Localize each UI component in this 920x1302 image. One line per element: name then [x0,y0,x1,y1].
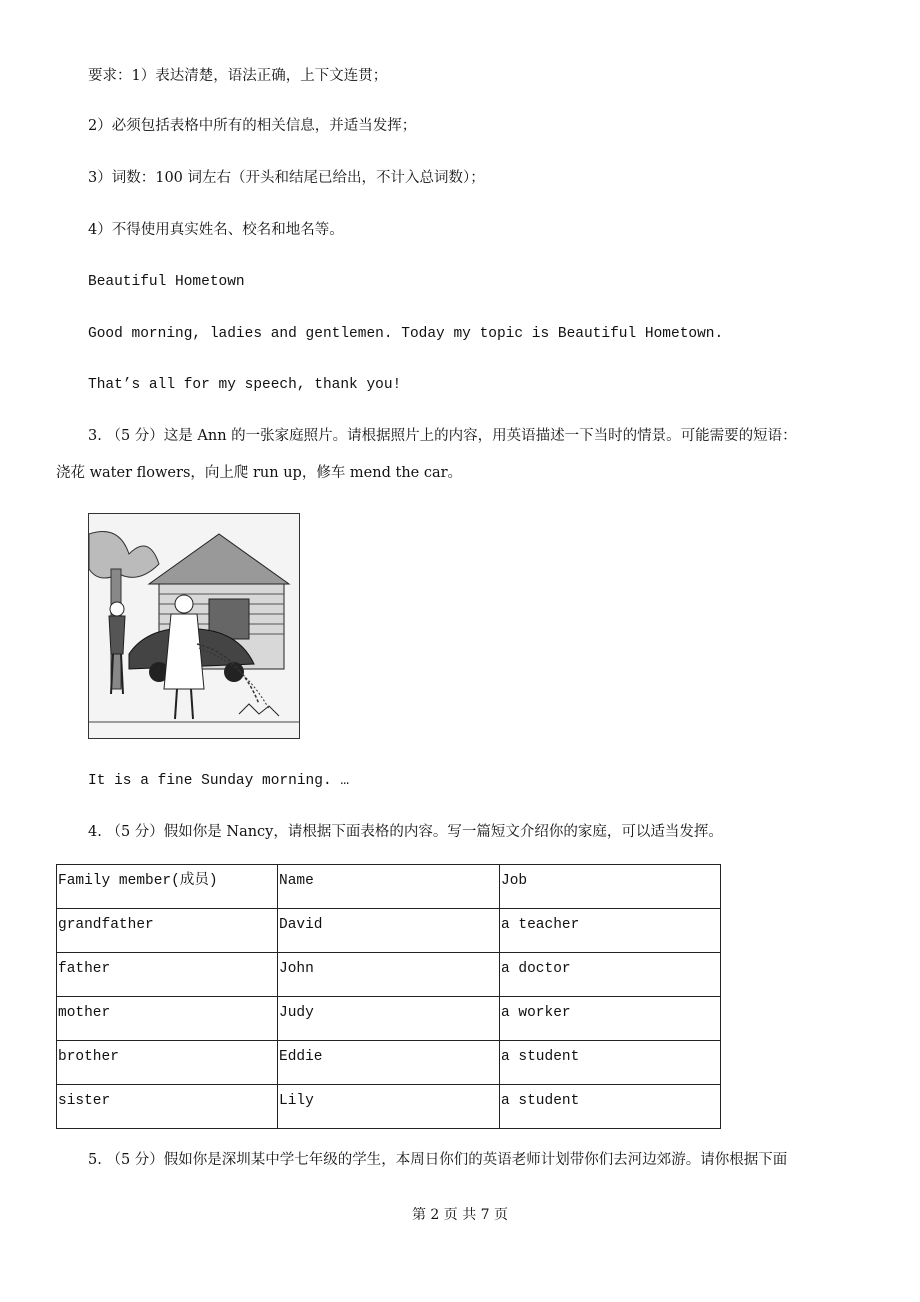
question-3-phrases: 浇花 water flowers，向上爬 run up，修车 mend the car。 [56,465,463,481]
table-header-cell: Name [278,865,500,909]
table-row [57,997,721,1041]
requirement-4: 4）不得使用真实姓名、校名和地名等。 [88,222,344,238]
table-header-cell: Family member(成员) [57,865,278,909]
table-row [57,1041,721,1085]
question-3-starter: It is a fine Sunday morning. … [88,773,350,789]
table-cell: sister [57,1085,278,1129]
question-4-prompt: 4. （5 分）假如你是 Nancy，请根据下面表格的内容。写一篇短文介绍你的家庭，可以适当发挥。 [88,824,723,840]
table-cell: Eddie [278,1041,500,1085]
question-5-prompt: 5. （5 分）假如你是深圳某中学七年级的学生，本周日你们的英语老师计划带你们去河边郊游。请你根据下面 [88,1152,788,1168]
table-header-cell: Job [500,865,721,909]
question-3-prompt: 3. （5 分）这是 Ann 的一张家庭照片。请根据照片上的内容，用英语描述一下当时的情景。可能需要的短语： [88,428,797,444]
table-row [57,1085,721,1129]
essay-title: Beautiful Hometown [88,274,245,290]
table-header-row [57,865,721,909]
essay-closing: That’s all for my speech, thank you! [88,377,402,393]
family-table [56,864,721,1129]
table-cell: Lily [278,1085,500,1129]
family-photo-illustration [88,513,300,739]
table-cell: a teacher [500,909,721,953]
table-cell: father [57,953,278,997]
table-cell: grandfather [57,909,278,953]
family-scene-drawing [89,514,299,738]
essay-opening: Good morning, ladies and gentlemen. Today my topic is Beautiful Hometown. [88,326,724,342]
page-number-footer: 第 2 页 共 7 页 [411,1207,509,1223]
table-cell: a worker [500,997,721,1041]
table-cell: a student [500,1041,721,1085]
requirement-1: 要求：1）表达清楚，语法正确，上下文连贯； [88,68,388,84]
requirement-2: 2）必须包括表格中所有的相关信息，并适当发挥； [88,118,417,134]
table-row [57,909,721,953]
table-cell: brother [57,1041,278,1085]
table-cell: David [278,909,500,953]
table-cell: mother [57,997,278,1041]
table-row [57,953,721,997]
requirement-3: 3）词数：100 词左右（开头和结尾已给出，不计入总词数）； [88,170,485,186]
table-cell: Judy [278,997,500,1041]
table-cell: John [278,953,500,997]
table-cell: a doctor [500,953,721,997]
table-cell: a student [500,1085,721,1129]
